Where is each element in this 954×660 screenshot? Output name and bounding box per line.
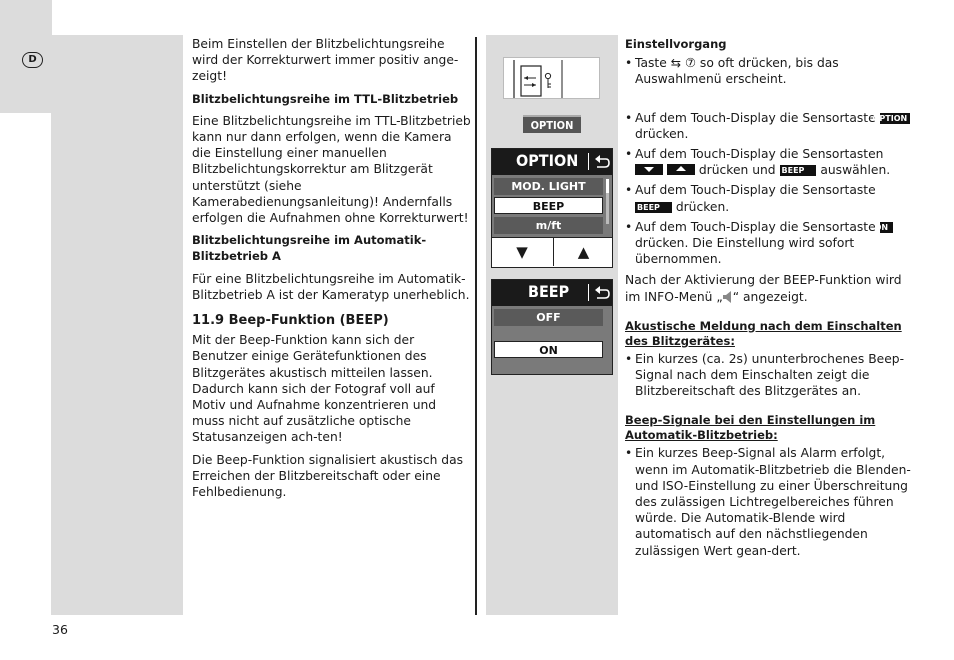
step-5 xyxy=(625,219,915,268)
beep-sensor-key-icon: BEEP xyxy=(635,202,672,213)
acoustic-heading: Akustische Meldung nach dem Einschalten des Blitzgerätes: xyxy=(625,318,902,348)
back-icon[interactable] xyxy=(592,152,612,172)
option-screen-title: OPTION xyxy=(516,151,579,170)
beep-option-list xyxy=(492,306,612,374)
step-5-text-end: drücken. Die Einstellung wird sofort übernommen. xyxy=(635,236,855,267)
step-1-text-end: so oft drücken, bis das Auswahlmenü erscheint. xyxy=(635,56,839,87)
flash-button-illustration xyxy=(503,57,600,99)
on-sensor-key-icon: ON xyxy=(880,222,894,233)
step-3-text: Auf dem Touch-Display die Sensortasten xyxy=(635,147,884,162)
step-3-text-end: auswählen. xyxy=(820,163,891,178)
ttl-text: Eine Blitzbelichtungsreihe im TTL-Blitzbetrieb kann nur dann erfolgen, wenn die Kamera die Einstellung einer manuellen Blitzbelichtungskorrektur am Blitzgerät unterstützt (siehe Kamerabedienungsanleitung)! Andernfalls erfolgen die Aufnahmen ohne Korrekturwert! xyxy=(192,113,471,226)
step-1-text: Taste xyxy=(635,56,667,71)
acoustic-item-text: Ein kurzes (ca. 2s) ununterbrochenes Beep-Signal nach dem Einschalten zeigt die Blitzbereitschaft des Blitzgerätes an. xyxy=(635,351,905,399)
option-screen xyxy=(491,148,613,268)
up-arrow-key[interactable]: ▲ xyxy=(553,238,613,266)
speaker-icon xyxy=(723,291,733,303)
menu-scrollbar[interactable] xyxy=(606,179,609,224)
beep-section-heading: 11.9 Beep-Funktion (BEEP) xyxy=(192,313,389,329)
beep-text-2: Die Beep-Funktion signalisiert akustisch das Erreichen der Blitzbereitschaft oder eine Fehlbedienung. xyxy=(192,452,464,500)
auto-text: Für eine Blitzbelichtungsreihe im Automatik-Blitzbetrieb A ist der Kameratyp unerheblich. xyxy=(192,271,470,302)
acoustic-item xyxy=(625,351,915,400)
mode-switch-symbol-icon: ⇆ xyxy=(670,56,682,71)
step-2-text-end: drücken. xyxy=(635,126,689,141)
step-4-text: Auf dem Touch-Display die Sensortaste xyxy=(635,183,876,198)
option-menu-list xyxy=(492,175,612,237)
activation-note-text-end: “ angezeigt. xyxy=(732,289,808,304)
left-text-column xyxy=(192,36,472,506)
menu-item-beep[interactable]: BEEP xyxy=(494,197,603,214)
beep-off-option[interactable]: OFF xyxy=(494,309,603,326)
mode-button-icon xyxy=(504,58,601,100)
step-4 xyxy=(625,182,915,214)
arrow-keys xyxy=(492,237,612,267)
step-3 xyxy=(625,146,915,178)
signals-heading: Beep-Signale bei den Einstellungen im Automatik-Blitzbetrieb: xyxy=(625,413,876,443)
activation-note xyxy=(625,272,915,304)
beep-screen-title: BEEP xyxy=(528,282,570,301)
einstellvorgang-heading: Einstellvorgang xyxy=(625,37,727,51)
right-text-column xyxy=(625,36,915,559)
left-margin-panel xyxy=(51,35,183,615)
step-4-text-end: drücken. xyxy=(675,199,730,214)
option-key[interactable]: OPTION xyxy=(523,115,581,133)
step-1 xyxy=(625,55,915,87)
ttl-heading: Blitzbelichtungsreihe im TTL-Blitzbetrieb xyxy=(192,91,459,106)
down-arrow-key[interactable]: ▼ xyxy=(516,243,528,261)
step-2 xyxy=(625,110,915,142)
option-screen-title-bar xyxy=(492,149,612,175)
beep-screen-title-bar xyxy=(492,280,612,306)
beep-screen xyxy=(491,279,613,375)
menu-item-m-ft[interactable]: m/ft xyxy=(494,217,603,234)
menu-item-mod-light[interactable]: MOD. LIGHT xyxy=(494,178,603,195)
back-icon[interactable] xyxy=(592,283,612,303)
step-2-text: Auf dem Touch-Display die Sensortaste xyxy=(635,110,876,125)
title-separator xyxy=(588,153,589,170)
activation-note-text: Nach der Aktivierung der BEEP-Funktion wird im INFO-Menü „ xyxy=(625,273,902,304)
up-key-icon xyxy=(667,164,695,175)
column-divider xyxy=(475,37,477,615)
beep-on-option[interactable]: ON xyxy=(494,341,603,358)
beep-text-1: Mit der Beep-Funktion kann sich der Benutzer einige Gerätefunktionen des Blitzgerätes akustisch mitteilen lassen. Dadurch kann sich der Fotograf voll auf Motiv und Aufnahme konzentrieren und muss nicht auf zusätzliche optische Statusanzeigen ach-ten! xyxy=(192,333,437,445)
auto-heading: Blitzbelichtungsreihe im Automatik-Blitzbetrieb A xyxy=(192,233,427,264)
intro-text: Beim Einstellen der Blitzbelichtungsreihe wird der Korrekturwert immer positiv ange-zeigt! xyxy=(192,37,459,84)
down-key-icon xyxy=(635,164,663,175)
step-3-text-mid: drücken und xyxy=(698,163,776,178)
signals-item xyxy=(625,445,915,558)
page-number: 36 xyxy=(52,622,68,637)
title-separator xyxy=(588,284,589,301)
option-sensor-key-icon: OPTION xyxy=(880,113,911,124)
step-5-text: Auf dem Touch-Display die Sensortaste xyxy=(635,219,876,234)
language-badge: D xyxy=(22,52,43,68)
beep-sensor-key-icon: BEEP xyxy=(780,165,817,176)
signals-item-text: Ein kurzes Beep-Signal als Alarm erfolgt, wenn im Automatik-Blitzbetrieb die Blenden- und ISO-Einstellung zu einer Überschreitung des zulässigen Lichtregelbereiches führen würde. Die Automatik-Blende wird automatisch auf den nächstliegenden zulässigen Wert gean-dert. xyxy=(635,446,911,558)
key-number-7: ⑦ xyxy=(684,56,696,71)
